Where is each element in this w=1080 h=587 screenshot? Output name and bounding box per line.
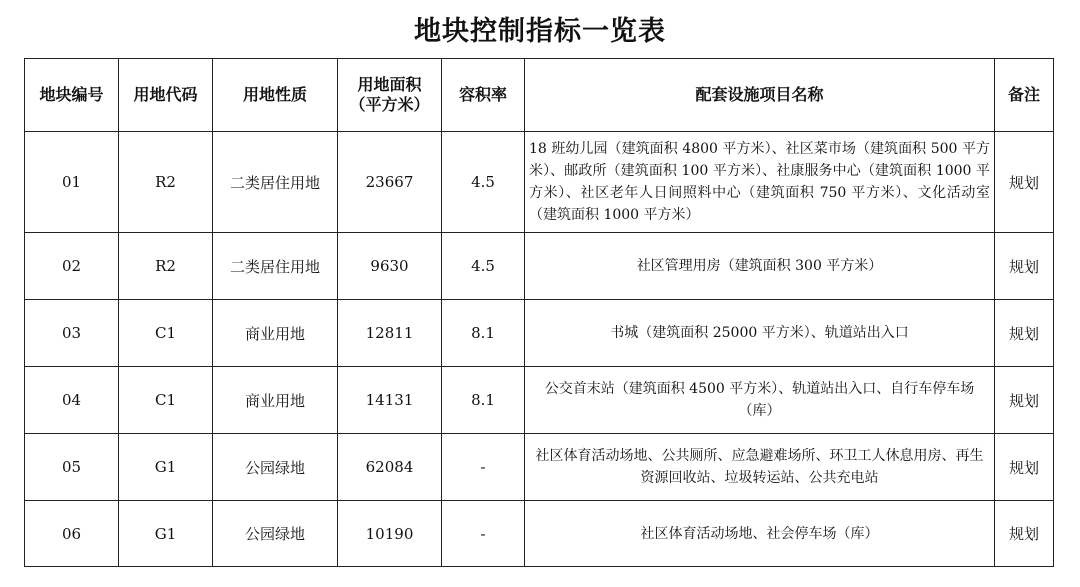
cell-remark: 规划 xyxy=(995,367,1054,434)
cell-land-area: 12811 xyxy=(338,300,442,367)
table-row xyxy=(25,132,1054,233)
cell-far: 8.1 xyxy=(442,367,525,434)
cell-land-code: G1 xyxy=(119,501,213,567)
header-land-code: 用地代码 xyxy=(119,59,213,132)
header-facilities: 配套设施项目名称 xyxy=(525,59,995,132)
cell-land-code: C1 xyxy=(119,300,213,367)
table-row xyxy=(25,233,1054,300)
cell-land-code: R2 xyxy=(119,132,213,233)
cell-facilities: 书城（建筑面积 25000 平方米）、轨道站出入口 xyxy=(525,300,995,367)
cell-land-nature: 二类居住用地 xyxy=(213,233,338,300)
cell-land-nature: 公园绿地 xyxy=(213,501,338,567)
cell-land-area: 23667 xyxy=(338,132,442,233)
cell-remark: 规划 xyxy=(995,233,1054,300)
cell-parcel-no: 01 xyxy=(25,132,119,233)
parcel-control-table xyxy=(24,58,1054,567)
cell-land-nature: 商业用地 xyxy=(213,367,338,434)
cell-parcel-no: 02 xyxy=(25,233,119,300)
cell-far: - xyxy=(442,501,525,567)
cell-remark: 规划 xyxy=(995,132,1054,233)
cell-parcel-no: 06 xyxy=(25,501,119,567)
cell-land-code: R2 xyxy=(119,233,213,300)
cell-land-nature: 公园绿地 xyxy=(213,434,338,501)
header-land-nature: 用地性质 xyxy=(213,59,338,132)
table-row xyxy=(25,367,1054,434)
cell-land-area: 10190 xyxy=(338,501,442,567)
cell-land-code: C1 xyxy=(119,367,213,434)
cell-facilities: 社区管理用房（建筑面积 300 平方米） xyxy=(525,233,995,300)
table-row xyxy=(25,501,1054,567)
cell-parcel-no: 04 xyxy=(25,367,119,434)
cell-facilities: 公交首末站（建筑面积 4500 平方米）、轨道站出入口、自行车停车场（库） xyxy=(525,367,995,434)
cell-remark: 规划 xyxy=(995,501,1054,567)
table-header-row xyxy=(25,59,1054,132)
cell-facilities: 18 班幼儿园（建筑面积 4800 平方米）、社区菜市场（建筑面积 500 平方米）、邮政所（建筑面积 100 平方米）、社康服务中心（建筑面积 1000 平方米）、社区老年人日间照料中心（建筑面积 750 平方米）、文化活动室（建筑面积 1000 平方米） xyxy=(525,132,995,233)
header-parcel-no: 地块编号 xyxy=(25,59,119,132)
page-title: 地块控制指标一览表 xyxy=(414,16,666,47)
cell-far: 8.1 xyxy=(442,300,525,367)
table-row xyxy=(25,434,1054,501)
cell-far: 4.5 xyxy=(442,132,525,233)
cell-parcel-no: 05 xyxy=(25,434,119,501)
header-land-area-line1: 用地面积 xyxy=(357,75,422,94)
cell-remark: 规划 xyxy=(995,300,1054,367)
header-land-area xyxy=(338,59,442,132)
cell-land-area: 14131 xyxy=(338,367,442,434)
header-remark: 备注 xyxy=(995,59,1054,132)
cell-remark: 规划 xyxy=(995,434,1054,501)
cell-land-nature: 二类居住用地 xyxy=(213,132,338,233)
cell-far: - xyxy=(442,434,525,501)
cell-parcel-no: 03 xyxy=(25,300,119,367)
cell-facilities: 社区体育活动场地、公共厕所、应急避难场所、环卫工人休息用房、再生资源回收站、垃圾转运站、公共充电站 xyxy=(525,434,995,501)
cell-land-area: 9630 xyxy=(338,233,442,300)
cell-land-code: G1 xyxy=(119,434,213,501)
cell-far: 4.5 xyxy=(442,233,525,300)
header-land-area-unit: （平方米） xyxy=(349,95,430,114)
table-row xyxy=(25,300,1054,367)
cell-land-area: 62084 xyxy=(338,434,442,501)
cell-land-nature: 商业用地 xyxy=(213,300,338,367)
header-far: 容积率 xyxy=(442,59,525,132)
cell-facilities: 社区体育活动场地、社会停车场（库） xyxy=(525,501,995,567)
